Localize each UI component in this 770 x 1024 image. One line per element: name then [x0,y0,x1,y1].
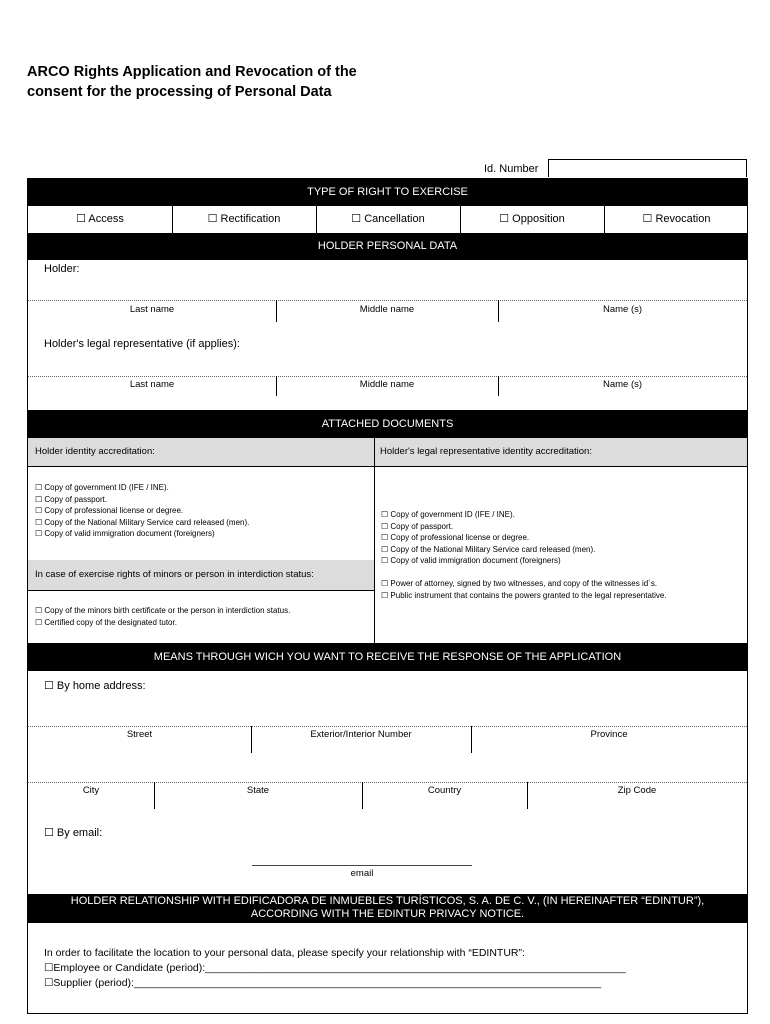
minors-header: In case of exercise rights of minors or person in interdiction status: [28,560,374,590]
divider [28,466,747,467]
means-header-text: MEANS THROUGH WICH YOU WANT TO RECEIVE THE RESPONSE OF THE APPLICATION [153,651,622,663]
list-item-text: Copy of the National Military Service card released (men). [44,517,250,527]
list-item-text: Copy of the National Military Service card released (men). [390,544,596,554]
attached-documents-header-text: ATTACHED DOCUMENTS [321,418,454,430]
list-item[interactable]: ☐ Copy of professional license or degree. [35,506,184,516]
email-label: email [350,868,374,879]
holder-documents-list [35,482,249,540]
minors-documents-list [35,605,290,628]
rep-names-label: Name (s) [602,379,643,390]
id-number-label: Id. Number [484,163,539,175]
holder-label: Holder: [44,263,80,275]
list-item[interactable]: ☐ Public instrument that contains the powers granted to the legal representative. [381,590,667,600]
option-rectification-label: Rectification [220,213,281,225]
state-label: State [246,785,270,796]
relationship-header [28,894,747,923]
option-cancellation-label: Cancellation [364,213,425,225]
city-label: City [82,785,100,796]
list-item[interactable]: ☐ Copy of professional license or degree. [381,533,530,543]
id-number-field[interactable] [548,159,747,177]
rep-accreditation-header: Holder's legal representative identity accreditation: [374,438,747,466]
list-item-text: Copy of valid immigration document (foreigners) [390,556,561,566]
address-line-1[interactable] [28,726,747,727]
street-label: Street [126,729,153,740]
list-item[interactable]: ☐ Copy of government ID (IFE / INE). [381,510,515,519]
type-of-right-header-text: TYPE OF RIGHT TO EXERCISE [307,186,468,198]
list-item-text: Copy of government ID (IFE / INE). [390,510,515,519]
list-item-text: Copy of professional license or degree. [44,506,184,516]
employee-option[interactable]: ☐Employee or Candidate (period):________________________________________________________________________ [44,962,626,974]
option-opposition-label: Opposition [512,213,565,225]
holder-names-label: Name (s) [602,304,643,315]
address-line-2[interactable] [28,782,747,783]
list-item[interactable]: ☐ Copy of the minors birth certificate or the person in interdiction status. [35,606,291,615]
list-item[interactable]: ☐ Copy of the National Military Service card released (men). [381,544,596,554]
list-item[interactable]: ☐ Copy of the National Military Service card released (men). [35,517,250,527]
relationship-section [44,946,626,991]
home-address-option[interactable]: ☐ By home address: [44,680,146,692]
holder-last-name-label: Last name [129,304,175,315]
option-opposition[interactable]: ☐ Opposition [499,213,565,225]
email-field[interactable] [252,865,472,866]
option-cancellation[interactable]: ☐ Cancellation [351,213,425,225]
rep-middle-name-label: Middle name [359,379,415,390]
rep-documents-list-2 [381,578,667,601]
holder-name-line[interactable] [28,300,747,301]
list-item-text: Copy of valid immigration document (foreigners) [44,529,215,539]
option-rectification[interactable]: ☐ Rectification [207,213,281,225]
title-line-2: consent for the processing of Personal Data [27,84,332,100]
type-of-right-header [28,179,747,206]
holder-data-header [28,233,747,260]
list-item[interactable]: ☐ Copy of passport. [35,494,108,504]
rep-last-name-label: Last name [129,379,175,390]
list-item-text: Power of attorney, signed by two witnesses, and copy of the witnesses id´s. [390,579,658,588]
list-item-text: Copy of government ID (IFE / INE). [44,483,169,492]
relationship-intro: In order to facilitate the location to your personal data, please specify your relationship with “EDINTUR”: [44,947,525,959]
option-revocation-label: Revocation [655,213,711,225]
list-item[interactable]: ☐ Certified copy of the designated tutor. [35,617,177,627]
supplier-option[interactable]: ☐Supplier (period):________________________________________________________________________________ [44,977,602,989]
home-address-label: By home address: [56,680,146,692]
page-title [27,62,357,102]
list-item[interactable]: ☐ Copy of passport. [381,521,454,531]
province-label: Province [590,729,628,740]
list-item-text: Certified copy of the designated tutor. [44,617,177,627]
divider [28,590,374,591]
email-option[interactable]: ☐ By email: [44,827,103,839]
list-item-text: Public instrument that contains the powers granted to the legal representative. [390,590,667,600]
holder-data-header-text: HOLDER PERSONAL DATA [317,240,458,252]
email-option-label: By email: [56,827,103,839]
title-line-1: ARCO Rights Application and Revocation of the [27,64,357,80]
option-revocation[interactable]: ☐ Revocation [642,213,711,225]
option-access[interactable]: ☐ Access [76,213,124,225]
representative-label: Holder's legal representative (if applies): [44,338,240,350]
ext-int-number-label: Exterior/Interior Number [310,729,412,740]
list-item-text: Copy of professional license or degree. [390,533,530,543]
representative-name-line[interactable] [28,376,747,377]
divider [374,438,375,643]
list-item[interactable]: ☐ Copy of valid immigration document (foreigners) [35,529,215,539]
rep-documents-list [381,509,595,567]
zip-code-label: Zip Code [617,785,657,796]
application-form [27,178,748,1014]
country-label: Country [427,785,462,796]
list-item[interactable]: ☐ Copy of valid immigration document (foreigners) [381,556,561,566]
attached-documents-header [28,410,747,438]
relationship-header-line-2: ACCORDING WITH THE EDINTUR PRIVACY NOTICE. [250,908,525,920]
means-header [28,643,747,671]
option-access-label: Access [88,213,124,225]
list-item-text: Copy of passport. [44,494,108,504]
holder-middle-name-label: Middle name [359,304,415,315]
relationship-header-line-1: HOLDER RELATIONSHIP WITH EDIFICADORA DE INMUEBLES TURÍSTICOS, S. A. DE C. V., (IN HEREINAFTER “EDINTUR”), [70,895,705,907]
list-item[interactable]: ☐ Power of attorney, signed by two witnesses, and copy of the witnesses id´s. [381,579,658,588]
list-item-text: Copy of the minors birth certificate or the person in interdiction status. [44,606,291,615]
list-item[interactable]: ☐ Copy of government ID (IFE / INE). [35,483,169,492]
list-item-text: Copy of passport. [390,521,454,531]
holder-accreditation-header: Holder identity accreditation: [28,438,374,466]
